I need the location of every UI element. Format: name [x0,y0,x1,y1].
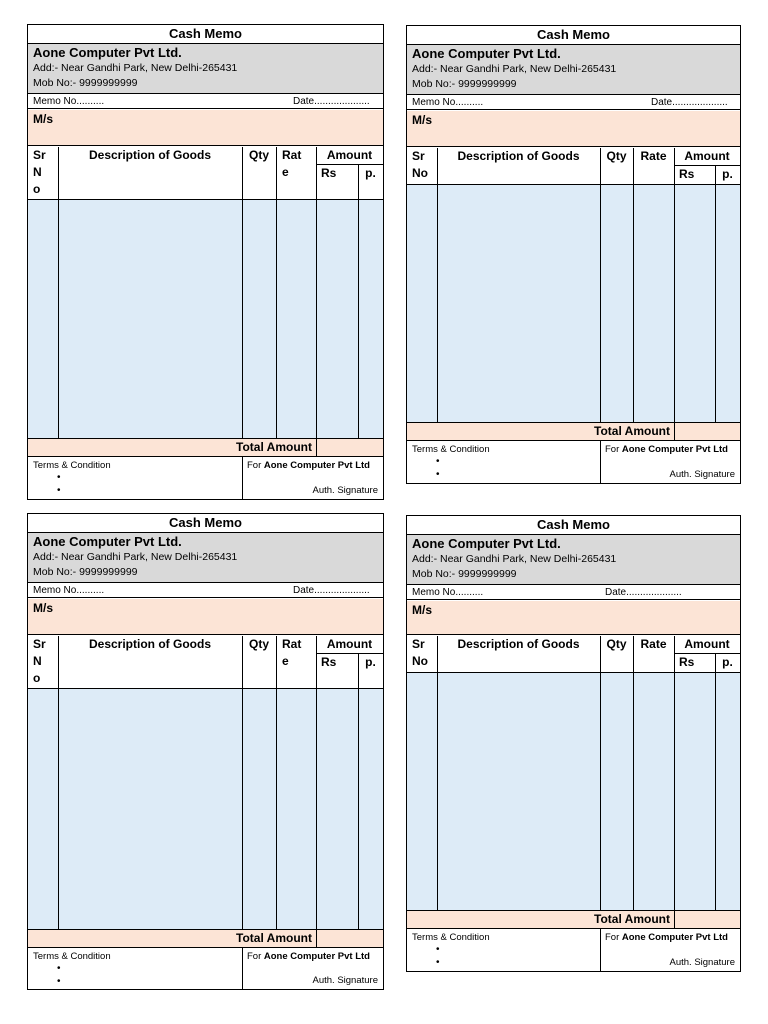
col-qty: Qty [248,637,269,651]
column-line [715,654,716,910]
col-paise: p. [365,655,376,669]
terms-bullet-2: • [436,469,440,480]
company-header [407,535,740,585]
column-line [242,636,243,929]
date-label: Date.................... [651,97,728,108]
col-sr-no: Sr N o [33,148,46,196]
terms-bullet-1: • [436,944,440,955]
col-description: Description of Goods [457,637,580,651]
for-company-name: Aone Computer Pvt Ltd [621,932,728,943]
for-company-label [605,443,728,456]
for-company-label [247,950,370,963]
terms-bullet-1: • [57,963,61,974]
table-header [407,148,740,185]
company-address: Add:- Near Gandhi Park, New Delhi-265431 [33,62,238,74]
memo-footer [407,441,740,483]
total-amount-row [407,423,740,441]
company-mobile: Mob No:- 9999999999 [412,78,517,90]
table-body [407,185,740,423]
col-description: Description of Goods [457,149,580,163]
column-line [437,636,438,910]
memo-number-label: Memo No.......... [33,96,105,107]
footer-divider [242,457,243,499]
col-rate: Rat e [282,637,302,668]
memo-title: Cash Memo [28,25,383,44]
table-header [28,636,383,689]
company-name: Aone Computer Pvt Ltd. [412,46,561,61]
auth-signature-label: Auth. Signature [312,485,378,496]
col-rs: Rs [321,655,337,669]
column-line [358,165,359,438]
col-paise: p. [722,655,733,669]
company-name: Aone Computer Pvt Ltd. [33,45,182,60]
col-rate: Rate [640,149,667,163]
table-body [407,673,740,911]
terms-label: Terms & Condition [412,932,490,943]
auth-signature-label: Auth. Signature [312,975,378,986]
terms-bullet-2: • [57,976,61,987]
memo-number-row [28,584,383,598]
company-name: Aone Computer Pvt Ltd. [33,534,182,549]
cash-memo-bottom-right [406,515,741,972]
column-line [600,636,601,910]
date-label: Date.................... [605,587,682,598]
memo-footer [407,929,740,971]
total-divider [674,911,675,928]
cash-memo-top-right [406,25,741,484]
amount-divider [316,653,383,654]
col-sr-no: Sr No [412,637,428,668]
amount-divider [674,165,740,166]
col-rate: Rat e [282,148,302,179]
total-amount-row [28,930,383,948]
total-amount-label: Total Amount [236,931,312,945]
memo-title: Cash Memo [28,514,383,533]
customer-ms-field: M/s [407,111,740,147]
terms-bullet-1: • [57,472,61,483]
date-label: Date.................... [293,96,370,107]
col-amount: Amount [326,637,373,651]
for-company-label [605,931,728,944]
memo-footer [28,948,383,989]
column-line [58,636,59,929]
memo-number-label: Memo No.......... [412,587,484,598]
col-rs: Rs [679,167,695,181]
company-header [28,533,383,583]
col-rs: Rs [321,166,337,180]
company-name: Aone Computer Pvt Ltd. [412,536,561,551]
column-line [358,654,359,929]
total-amount-label: Total Amount [236,440,312,454]
col-qty: Qty [248,148,269,162]
col-qty: Qty [606,637,627,651]
footer-divider [600,929,601,971]
col-amount: Amount [684,149,730,163]
company-mobile: Mob No:- 9999999999 [412,568,517,580]
column-line [316,636,317,929]
column-line [633,636,634,910]
table-body [28,689,383,930]
col-amount: Amount [326,148,373,162]
for-prefix: For [605,932,622,943]
customer-ms-field: M/s [28,110,383,146]
company-header [407,45,740,95]
total-amount-row [407,911,740,929]
for-company-name: Aone Computer Pvt Ltd [621,444,728,455]
cash-memo-top-left [27,24,384,500]
memo-footer [28,457,383,499]
column-line [276,147,277,438]
column-line [674,636,675,910]
company-address: Add:- Near Gandhi Park, New Delhi-265431 [412,553,617,565]
table-body [28,200,383,439]
auth-signature-label: Auth. Signature [669,957,735,968]
terms-label: Terms & Condition [412,444,490,455]
for-company-label [247,459,370,472]
col-description: Description of Goods [88,637,211,651]
customer-ms-field: M/s [407,601,740,635]
terms-bullet-2: • [57,485,61,496]
total-divider [316,930,317,947]
customer-ms-field: M/s [28,599,383,635]
company-mobile: Mob No:- 9999999999 [33,566,138,578]
memo-number-row [407,586,740,600]
col-amount: Amount [684,637,730,651]
col-rate: Rate [640,637,667,651]
memo-number-label: Memo No.......... [33,585,105,596]
footer-divider [600,441,601,483]
memo-title: Cash Memo [407,26,740,45]
terms-label: Terms & Condition [33,951,111,962]
terms-bullet-2: • [436,957,440,968]
column-line [715,166,716,422]
company-address: Add:- Near Gandhi Park, New Delhi-265431 [33,551,238,563]
company-address: Add:- Near Gandhi Park, New Delhi-265431 [412,63,617,75]
amount-divider [316,164,383,165]
amount-divider [674,653,740,654]
column-line [242,147,243,438]
column-line [600,148,601,422]
for-prefix: For [605,444,622,455]
terms-label: Terms & Condition [33,460,111,471]
column-line [316,147,317,438]
table-header [407,636,740,673]
for-company-name: Aone Computer Pvt Ltd [263,460,370,471]
col-rs: Rs [679,655,695,669]
company-header [28,44,383,94]
footer-divider [242,948,243,989]
total-divider [316,439,317,456]
column-line [58,147,59,438]
company-mobile: Mob No:- 9999999999 [33,77,138,89]
for-company-name: Aone Computer Pvt Ltd [263,951,370,962]
column-line [633,148,634,422]
col-description: Description of Goods [88,148,211,162]
for-prefix: For [247,951,264,962]
table-header [28,147,383,200]
memo-number-row [407,96,740,110]
col-sr-no: Sr No [412,149,428,180]
total-amount-label: Total Amount [594,424,670,438]
col-sr-no: Sr N o [33,637,46,685]
column-line [437,148,438,422]
memo-number-label: Memo No.......... [412,97,484,108]
terms-bullet-1: • [436,456,440,467]
total-amount-row [28,439,383,457]
date-label: Date.................... [293,585,370,596]
cash-memo-bottom-left [27,513,384,990]
memo-number-row [28,95,383,109]
total-divider [674,423,675,440]
total-amount-label: Total Amount [594,912,670,926]
auth-signature-label: Auth. Signature [669,469,735,480]
col-paise: p. [722,167,733,181]
col-qty: Qty [606,149,627,163]
for-prefix: For [247,460,264,471]
col-paise: p. [365,166,376,180]
column-line [276,636,277,929]
column-line [674,148,675,422]
memo-title: Cash Memo [407,516,740,535]
